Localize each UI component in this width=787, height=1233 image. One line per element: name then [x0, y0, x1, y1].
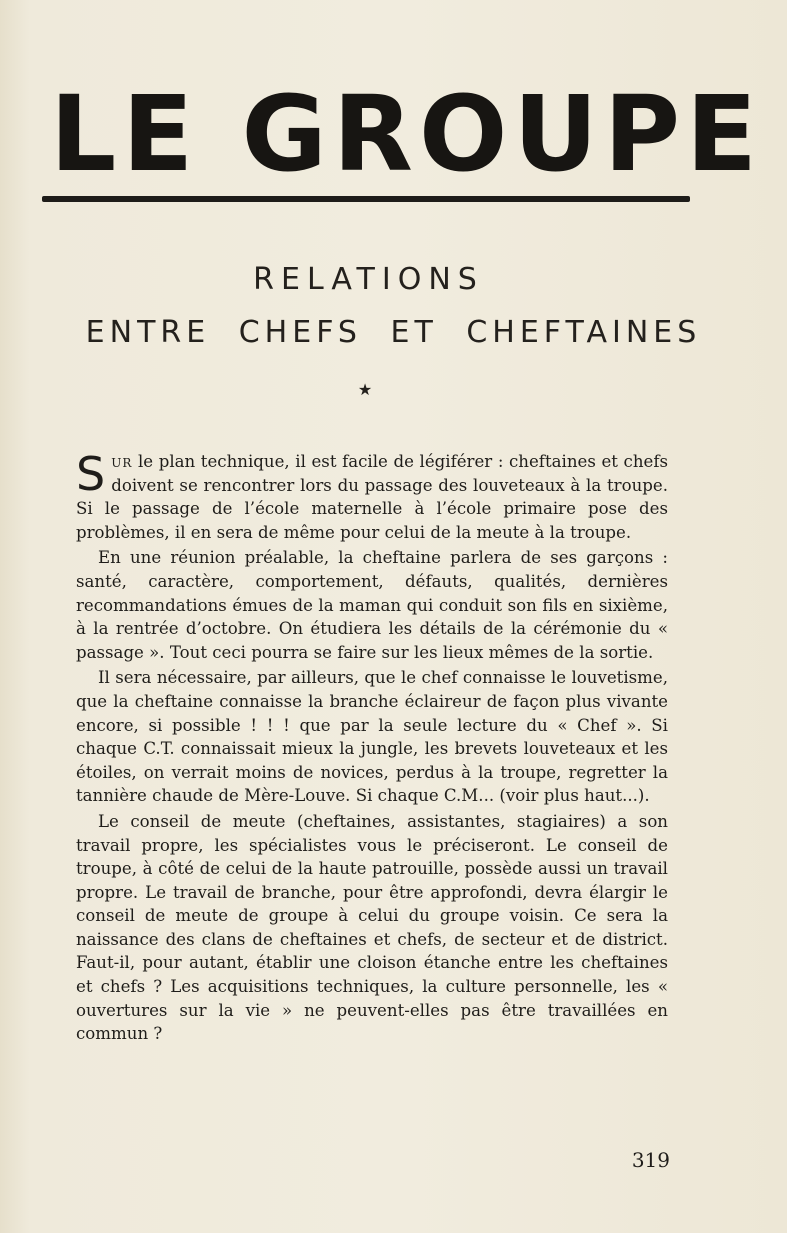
paragraph-1 — [76, 447, 668, 544]
title-underline-rule — [42, 196, 690, 202]
subtitle-line-2: ENTRE CHEFS ET CHEFTAINES — [85, 315, 702, 350]
paragraph-4: Le conseil de meute (cheftaines, assistantes, stagiaires) a son travail propre, les spécialistes vous le préciseront. Le conseil de troupe, à côté de celui de la haute patrouille, possède aussi un travail propre. Le travail de branche, pour être approfondi, devra élargir le conseil de meute de groupe à celui du groupe voisin. Ce sera la naissance des clans de cheftaines et chefs, de secteur et de district. Faut-il, pour autant, établir une cloison étanche entre les cheftaines et chefs ? Les acquisitions techniques, la culture personnelle, les « ouvertures sur la vie » ne peuvent-elles pas être travaillées en commun ? — [76, 811, 668, 1044]
paragraph-1-text: le plan technique, il est facile de légiférer : cheftaines et chefs doivent se rencontrer lors du passage des louveteaux à la troupe. Si le passage de l’école maternelle à l’école primaire pose des problèmes, il en sera de même pour celui de la meute à la troupe. — [76, 452, 668, 542]
subtitle-line-1 — [0, 262, 787, 297]
first-word-small-caps: ur — [111, 452, 133, 471]
page-number: 319 — [631, 1148, 670, 1172]
subtitle-line-1-text: RELATIONS — [253, 262, 484, 297]
paragraph-2: En une réunion préalable, la cheftaine parlera de ses garçons : santé, caractère, comportement, défauts, qualités, dernières recommandations émues de la maman qui conduit son fils en sixième, à la rentrée d’octobre. On étudiera les détails de la cérémonie du « passage ». Tout ceci pourra se faire sur les lieux mêmes de la sortie. — [76, 548, 668, 662]
drop-cap: S — [76, 447, 106, 501]
star-ornament-icon: ★ — [357, 380, 373, 399]
article-body — [76, 447, 668, 1048]
section-title: LE GROUPE — [50, 73, 764, 195]
paragraph-3: Il sera nécessaire, par ailleurs, que le chef connaisse le louvetisme, que la cheftaine connaisse la branche éclaireur de façon plus vivante encore, si possible ! ! ! que par la seule lecture du « Chef ». Si chaque C.T. connaissait mieux la jungle, les brevets louveteaux et les étoiles, on verrait moins de novices, perdus à la troupe, regretter la tannière chaude de Mère-Louve. Si chaque C.M... (voir plus haut...). — [76, 668, 668, 806]
